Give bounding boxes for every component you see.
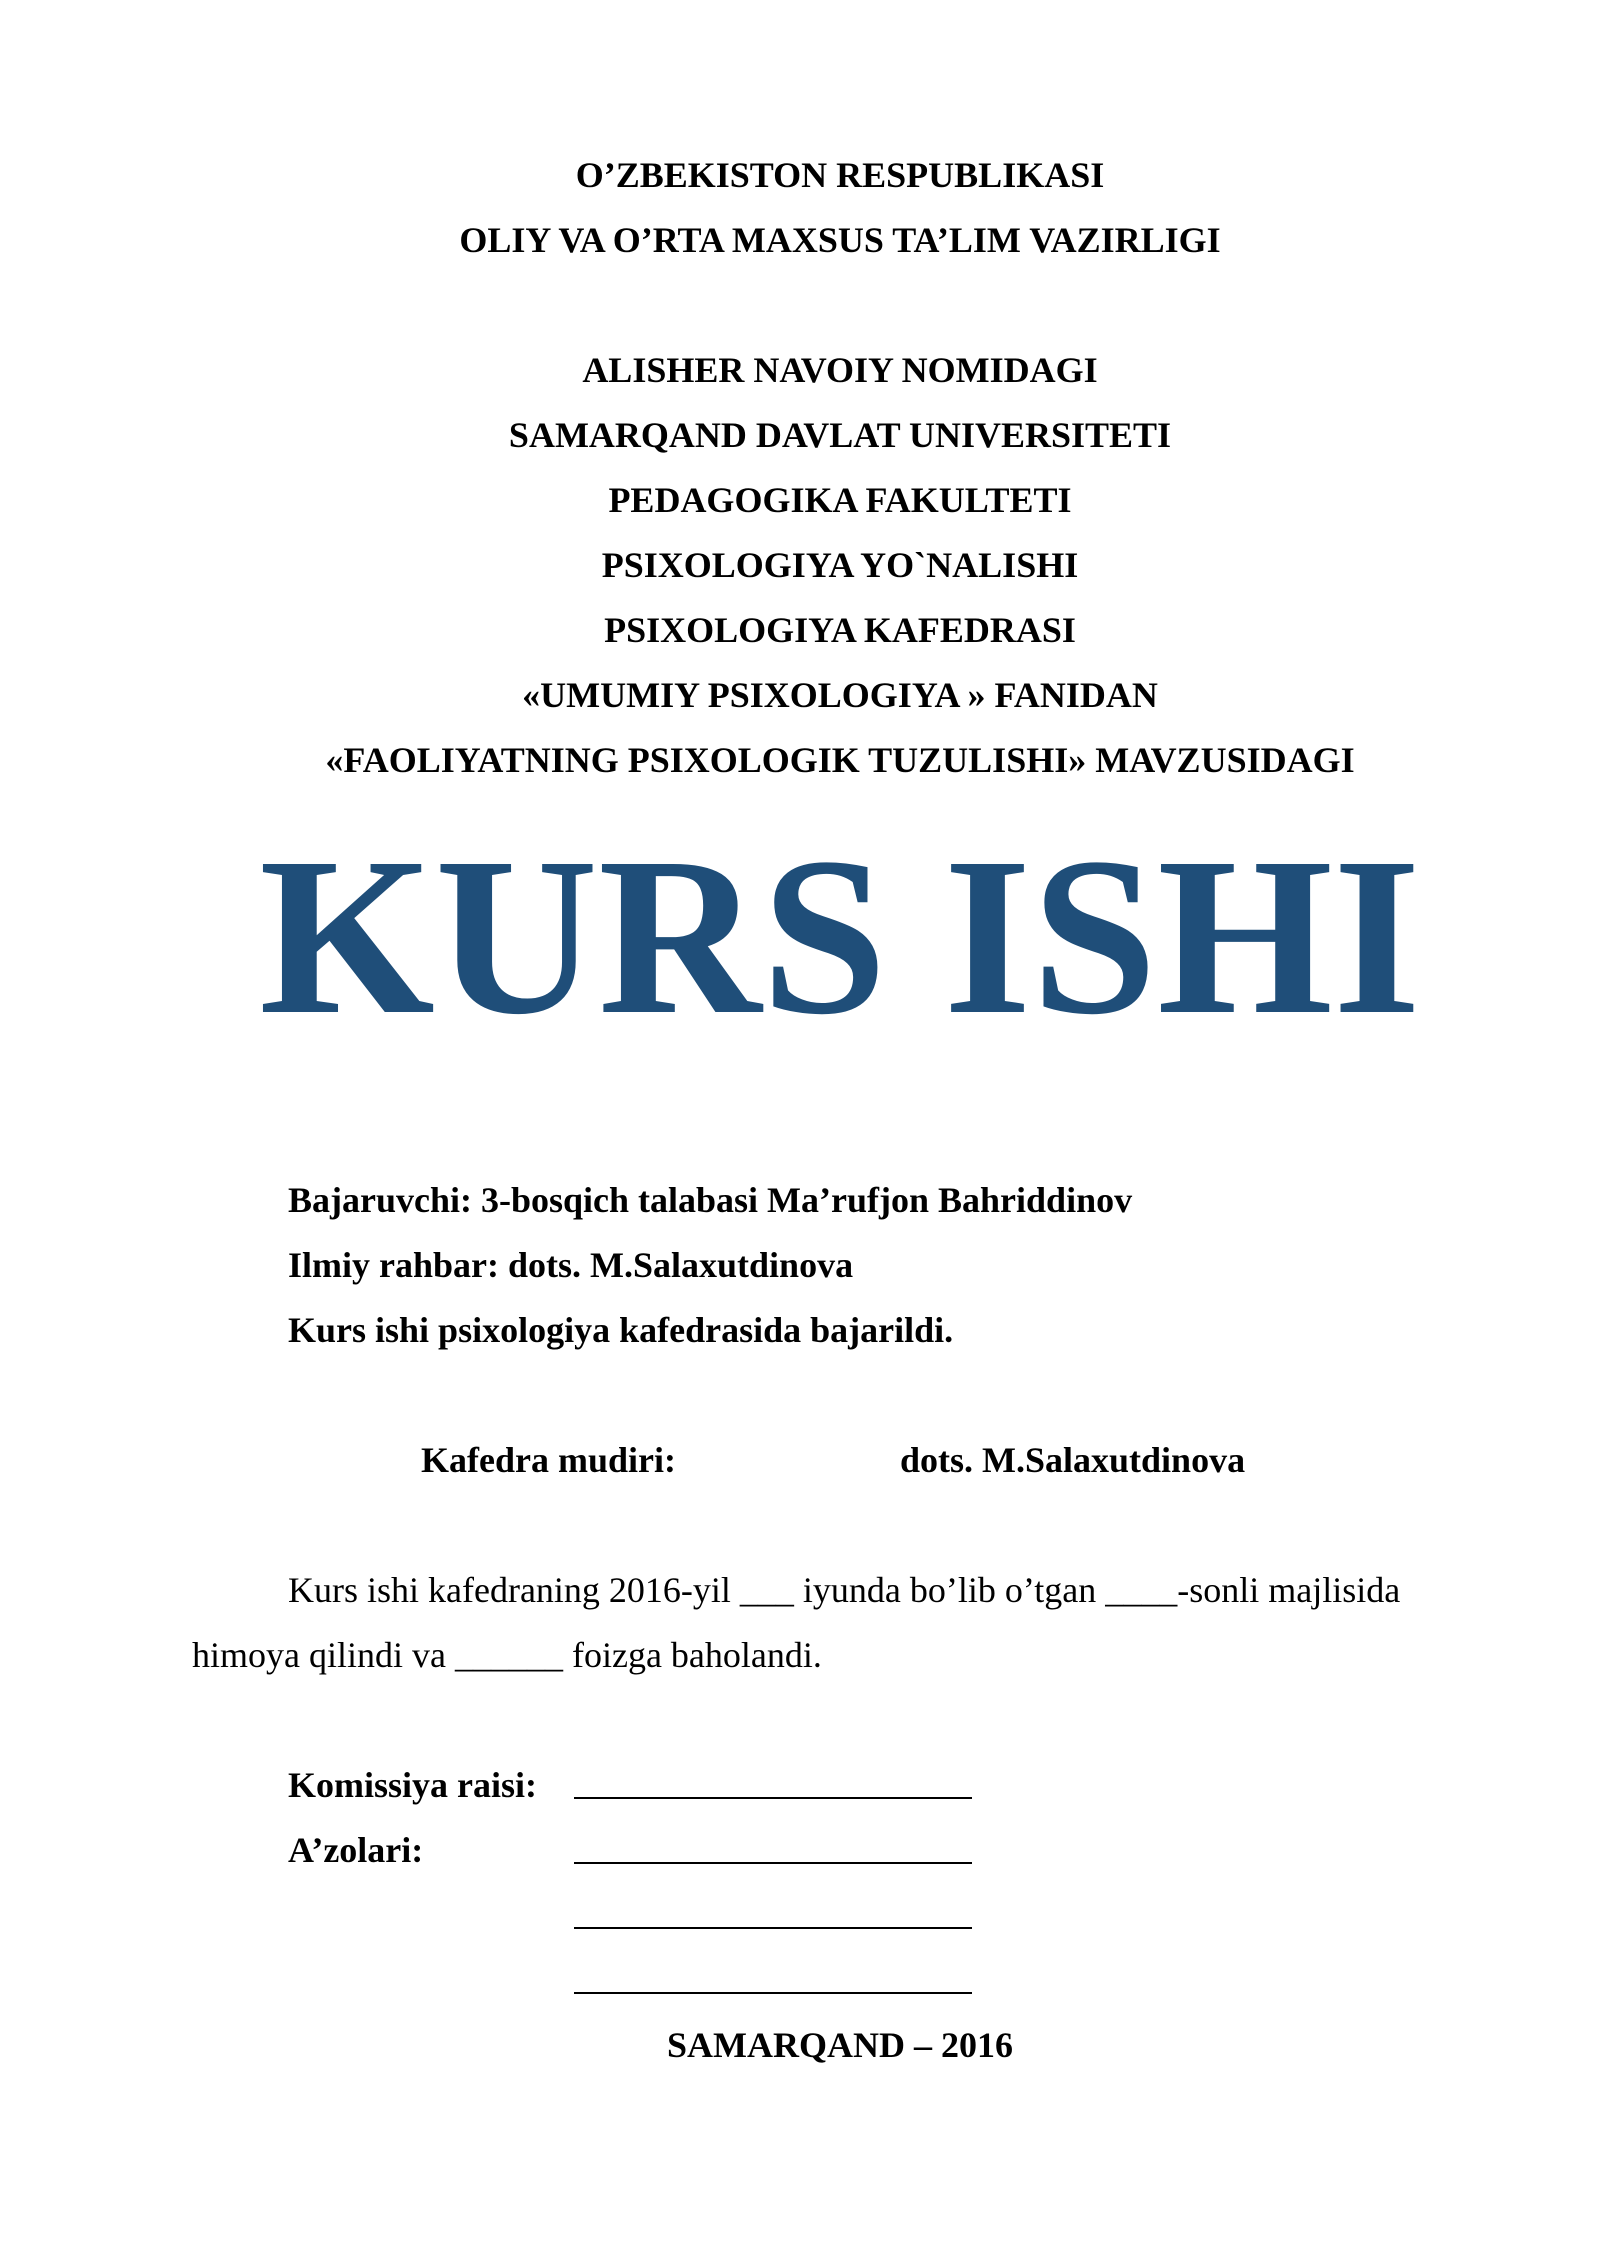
department-name: PSIXOLOGIYA KAFEDRASI: [604, 610, 1076, 650]
completion-line: Kurs ishi psixologiya kafedrasida bajarildi.: [288, 1310, 954, 1350]
supervisor-line: Ilmiy rahbar: dots. M.Salaxutdinova: [288, 1245, 854, 1285]
place-and-year: SAMARQAND – 2016: [667, 2025, 1013, 2065]
defense-line-1: Kurs ishi kafedraning 2016-yil ___ iyunda bo’lib o’tgan ____-sonli majlisida: [288, 1570, 1401, 1610]
chair-signature-line: [574, 1797, 972, 1799]
direction-name: PSIXOLOGIYA YO`NALISHI: [601, 545, 1079, 585]
head-of-department-name: dots. M.Salaxutdinova: [900, 1440, 1246, 1480]
commission-members-label: A’zolari:: [288, 1830, 424, 1870]
faculty-name: PEDAGOGIKA FAKULTETI: [608, 480, 1072, 520]
head-of-department-label: Kafedra mudiri:: [421, 1440, 676, 1480]
commission-chair-label: Komissiya raisi:: [288, 1765, 537, 1805]
member-signature-line-1: [574, 1862, 972, 1864]
document-title: KURS ISHI: [259, 811, 1421, 1061]
member-signature-line-3: [574, 1992, 972, 1994]
named-after-line: ALISHER NAVOIY NOMIDAGI: [582, 350, 1098, 390]
subject-line: «UMUMIY PSIXOLOGIYA » FANIDAN: [522, 675, 1158, 715]
member-signature-line-2: [574, 1927, 972, 1929]
performer-line: Bajaruvchi: 3-bosqich talabasi Ma’rufjon Bahriddinov: [288, 1180, 1133, 1220]
defense-line-2: himoya qilindi va ______ foizga baholandi.: [192, 1635, 822, 1675]
republic-heading: O’ZBEKISTON RESPUBLIKASI: [575, 155, 1105, 195]
ministry-heading: OLIY VA O’RTA MAXSUS TA’LIM VAZIRLIGI: [459, 220, 1221, 260]
university-name: SAMARQAND DAVLAT UNIVERSITETI: [508, 415, 1172, 455]
topic-line: «FAOLIYATNING PSIXOLOGIK TUZULISHI» MAVZUSIDAGI: [325, 740, 1355, 780]
